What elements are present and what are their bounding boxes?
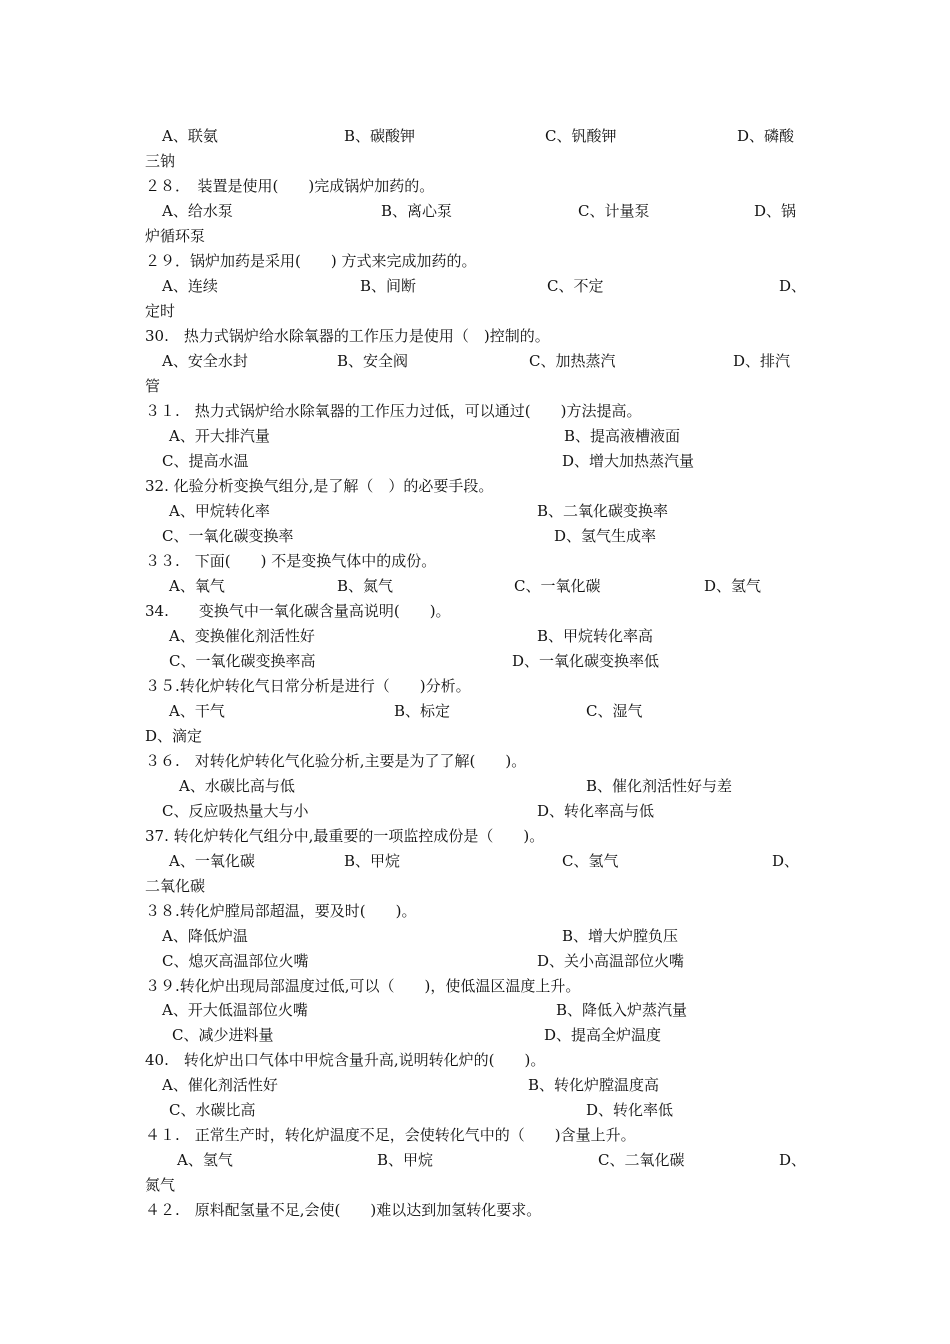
option-c: C、钒酸钾 (545, 127, 617, 145)
option-d: D、增大加热蒸汽量 (562, 452, 695, 470)
option-d: D、磷酸 (737, 127, 795, 145)
option-a: A、一氧化碳 (169, 852, 255, 870)
option-b: B、间断 (360, 277, 417, 295)
option-a: A、给水泵 (162, 202, 233, 220)
option-continuation: 定时 (145, 302, 176, 320)
option-c: C、加热蒸汽 (529, 352, 616, 370)
option-c: C、提高水温 (162, 452, 249, 470)
option-b: B、甲烷转化率高 (537, 627, 654, 645)
option-d: D、转化率低 (586, 1101, 674, 1119)
question-35: ３５.转化炉转化气日常分析是进行（ )分析。 (145, 677, 471, 695)
option-continuation: 氮气 (145, 1176, 176, 1194)
question-34: 34. 变换气中一氧化碳含量高说明( )。 (145, 602, 451, 620)
option-c: C、不定 (547, 277, 604, 295)
question-31: ３１. 热力式锅炉给水除氧器的工作压力过低，可以通过( )方法提高。 (145, 402, 642, 420)
option-b: B、甲烷 (344, 852, 401, 870)
option-a: A、干气 (169, 702, 225, 720)
question-42: ４２. 原料配氢量不足,会使( )难以达到加氢转化要求。 (145, 1201, 542, 1219)
option-d: D、滴定 (145, 727, 203, 745)
option-b: B、离心泵 (381, 202, 453, 220)
question-38: ３８.转化炉膛局部超温，要及时( )。 (145, 902, 417, 920)
option-b: B、提高液槽液面 (564, 427, 681, 445)
option-a: A、连续 (162, 277, 218, 295)
option-d: D、 (779, 1151, 807, 1169)
option-d: D、转化率高与低 (537, 802, 655, 820)
option-a: A、催化剂活性好 (162, 1076, 278, 1094)
question-41: ４１. 正常生产时，转化炉温度不足，会使转化气中的（ )含量上升。 (145, 1126, 636, 1144)
option-c: C、氢气 (562, 852, 619, 870)
question-33: ３３. 下面( ) 不是变换气体中的成份。 (145, 552, 437, 570)
question-36: ３６. 对转化炉转化气化验分析,主要是为了了解( )。 (145, 752, 527, 770)
option-a: A、变换催化剂活性好 (169, 627, 315, 645)
question-39: ３９.转化炉出现局部温度过低,可以（ )，使低温区温度上升。 (145, 977, 581, 995)
option-d: D、氢气生成率 (554, 527, 657, 545)
option-d: D、关小高温部位火嘴 (537, 952, 685, 970)
option-a: A、安全水封 (162, 352, 248, 370)
option-continuation: 管 (145, 377, 161, 395)
option-b: B、增大炉膛负压 (562, 927, 679, 945)
question-40: 40. 转化炉出口气体中甲烷含量升高,说明转化炉的( )。 (145, 1051, 546, 1069)
option-b: B、转化炉膛温度高 (528, 1076, 660, 1094)
option-b: B、降低入炉蒸汽量 (556, 1001, 688, 1019)
question-32: 32. 化验分析变换气组分,是了解（ ）的必要手段。 (145, 477, 494, 495)
option-d: D、 (779, 277, 807, 295)
option-d: D、一氧化碳变换率低 (512, 652, 660, 670)
option-c: C、熄灭高温部位火嘴 (162, 952, 309, 970)
option-c: C、湿气 (586, 702, 643, 720)
option-d: D、 (772, 852, 800, 870)
option-c: C、一氧化碳 (514, 577, 601, 595)
option-continuation: 炉循环泵 (145, 227, 206, 245)
option-b: B、二氧化碳变换率 (537, 502, 669, 520)
option-continuation: 三钠 (145, 152, 176, 170)
question-28: ２８． 装置是使用( )完成锅炉加药的。 (145, 177, 435, 195)
option-b: B、甲烷 (377, 1151, 434, 1169)
option-c: C、一氧化碳变换率高 (169, 652, 316, 670)
option-d: D、提高全炉温度 (544, 1026, 662, 1044)
option-a: A、水碳比高与低 (179, 777, 295, 795)
option-c: C、二氧化碳 (598, 1151, 685, 1169)
option-b: B、氮气 (337, 577, 394, 595)
option-d: D、氢气 (704, 577, 762, 595)
option-continuation: 二氧化碳 (145, 877, 206, 895)
option-c: C、水碳比高 (169, 1101, 256, 1119)
option-a: A、氢气 (177, 1151, 233, 1169)
question-29: ２９．锅炉加药是采用( ) 方式来完成加药的。 (145, 252, 477, 270)
option-d: D、锅 (754, 202, 797, 220)
option-c: C、一氧化碳变换率 (162, 527, 294, 545)
option-a: A、降低炉温 (162, 927, 248, 945)
option-c: C、减少进料量 (172, 1026, 274, 1044)
option-b: B、碳酸钾 (344, 127, 416, 145)
option-a: A、开大排汽量 (169, 427, 270, 445)
option-a: A、开大低温部位火嘴 (162, 1001, 308, 1019)
option-c: C、反应吸热量大与小 (162, 802, 309, 820)
option-b: B、安全阀 (337, 352, 409, 370)
option-a: A、氧气 (169, 577, 225, 595)
option-a: A、联氨 (162, 127, 218, 145)
option-c: C、计量泵 (578, 202, 650, 220)
option-d: D、排汽 (733, 352, 791, 370)
option-b: B、标定 (394, 702, 451, 720)
question-37: 37. 转化炉转化气组分中,最重要的一项监控成份是（ )。 (145, 827, 545, 845)
option-a: A、甲烷转化率 (169, 502, 270, 520)
question-30: 30. 热力式锅炉给水除氧器的工作压力是使用（ )控制的。 (145, 327, 550, 345)
option-b: B、催化剂活性好与差 (586, 777, 733, 795)
